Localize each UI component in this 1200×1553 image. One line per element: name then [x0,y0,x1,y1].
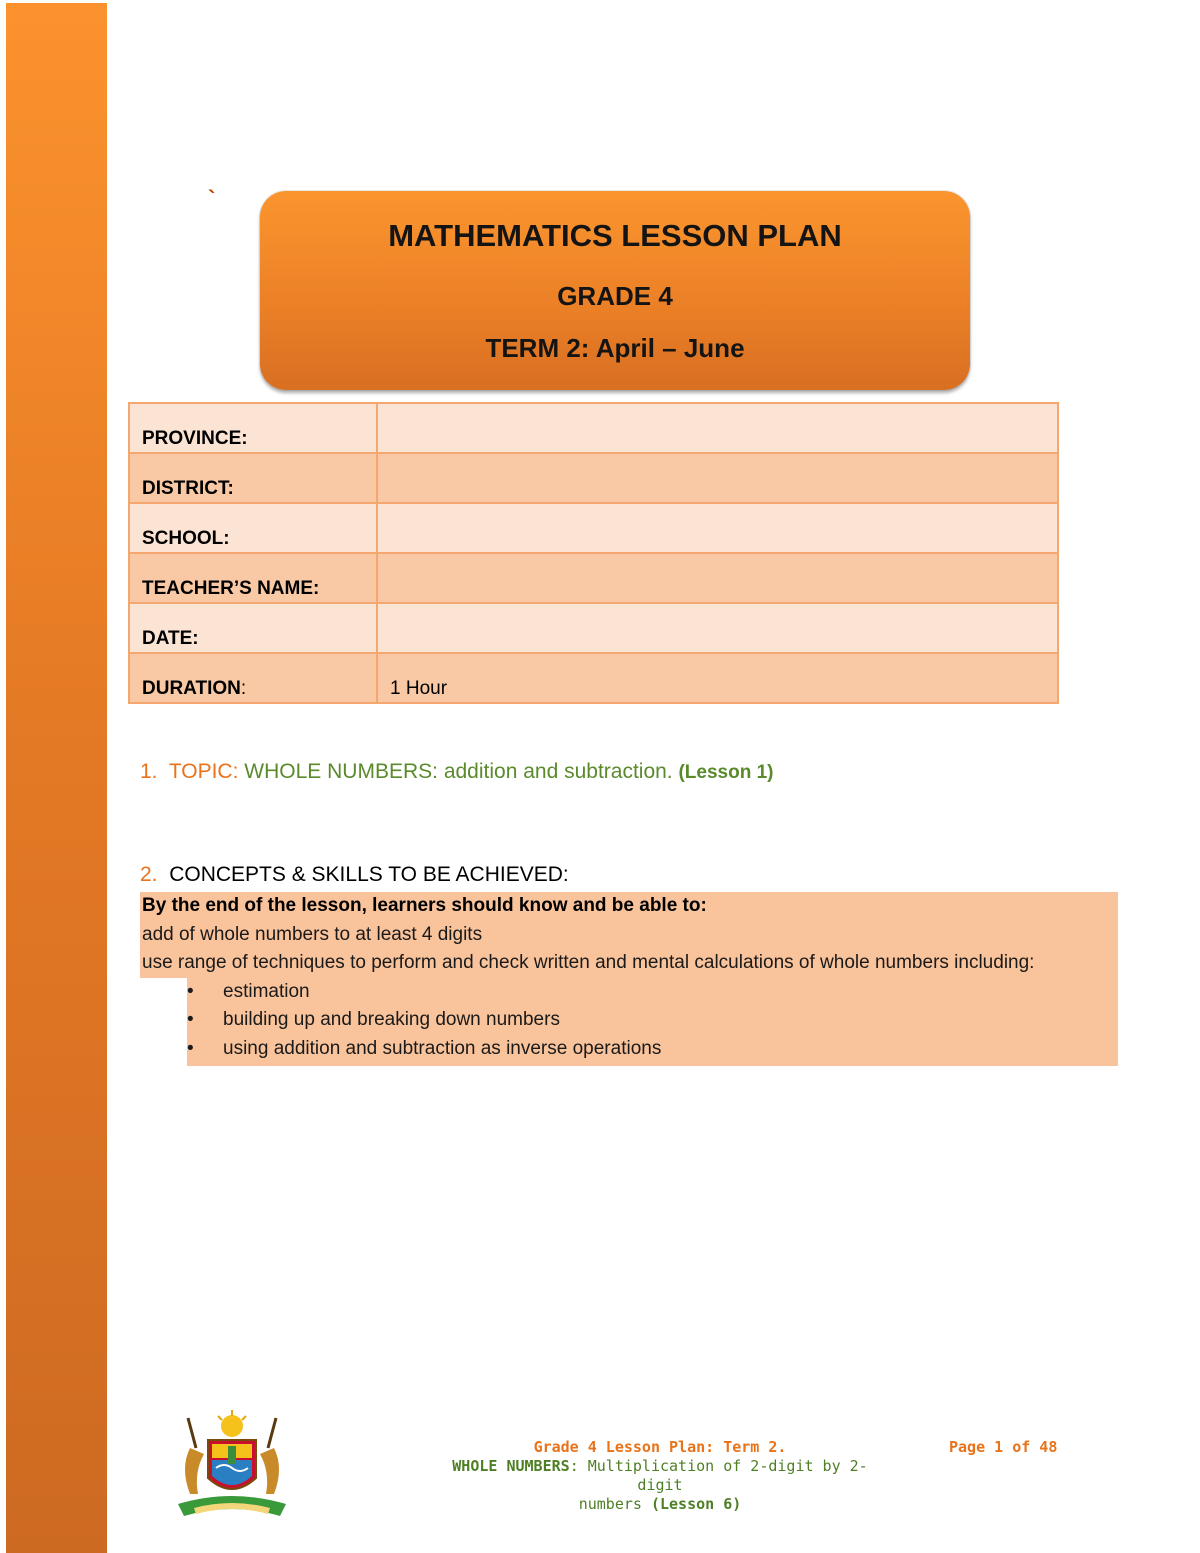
side-bar [6,3,107,1553]
province-field[interactable] [377,403,1058,453]
footer-topic-detail-cont: numbers [578,1495,651,1513]
table-row [129,653,1058,703]
teacher-name-label: TEACHER’S NAME: [129,553,377,603]
list-item [187,978,1118,1007]
topic-main: WHOLE NUMBERS: [244,760,438,783]
topic-detail: addition and subtraction. [443,760,673,783]
duration-field[interactable]: 1 Hour [377,653,1058,703]
title-banner [260,191,970,390]
table-row [129,453,1058,503]
section-number: 1. [140,760,158,783]
district-field[interactable] [377,453,1058,503]
page-number: Page 1 of 48 [949,1438,1058,1456]
lesson-number: (Lesson 1) [678,762,774,783]
concept-line: use range of techniques to perform and check written and mental calculations of whole numbers including: [140,949,1118,978]
date-label: DATE: [129,603,377,653]
stray-mark: ` [208,186,216,211]
footer-text [430,1438,890,1514]
bullet-text: using addition and subtraction as inverse operations [223,1037,662,1059]
topic-label: TOPIC: [168,760,239,783]
concept-bullet-list [187,978,1118,1067]
date-field[interactable] [377,603,1058,653]
footer-line-1: Grade 4 Lesson Plan: Term 2. [533,1438,787,1456]
duration-label-colon: : [240,678,247,699]
bullet-icon: • [187,980,194,1002]
district-label: DISTRICT: [129,453,377,503]
coat-of-arms-icon [168,1408,296,1524]
concepts-title: CONCEPTS & SKILLS TO BE ACHIEVED: [169,863,569,886]
table-row [129,603,1058,653]
list-item [187,1035,1118,1064]
table-row [129,403,1058,453]
concepts-heading [140,863,569,887]
lesson-info-table [128,402,1059,704]
bullet-text: building up and breaking down numbers [223,1009,560,1030]
list-item [187,1006,1118,1035]
footer-topic: WHOLE NUMBERS [452,1457,570,1475]
province-label: PROVINCE: [129,403,377,453]
footer-line-3 [430,1495,890,1514]
bullet-icon: • [187,1037,194,1059]
bullet-text: estimation [223,980,310,1002]
concepts-box [140,892,1118,1066]
footer-topic-detail: : Multiplication of 2-digit by 2-digit [569,1457,868,1494]
document-title: MATHEMATICS LESSON PLAN [388,218,842,253]
concept-line: add of whole numbers to at least 4 digits [140,921,1118,950]
grade-label: GRADE 4 [557,281,673,311]
table-row [129,503,1058,553]
school-field[interactable] [377,503,1058,553]
section-number: 2. [140,863,158,886]
footer-line-2 [430,1457,890,1495]
duration-label-text: DURATION [142,678,241,699]
duration-label [129,653,377,703]
footer-lesson: (Lesson 6) [650,1495,742,1513]
teacher-name-field[interactable] [377,553,1058,603]
school-label: SCHOOL: [129,503,377,553]
concepts-intro: By the end of the lesson, learners should know and be able to: [140,892,1118,921]
topic-heading [140,760,774,784]
term-label: TERM 2: April – June [485,333,745,363]
table-row [129,553,1058,603]
bullet-icon: • [187,1009,194,1030]
